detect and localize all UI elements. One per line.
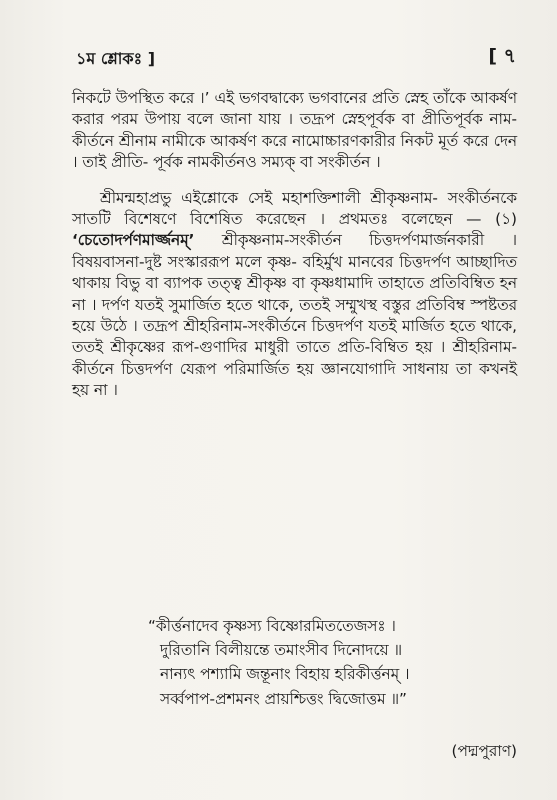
chapter-label: ১ম শ্লোকঃ ] <box>76 49 156 68</box>
page-header <box>76 42 516 72</box>
paragraph-2-line: পরিমার্জিত হয় জ্ঞানযোগাদি সাধনায় তা কখনই হয় না । <box>72 359 518 400</box>
paragraph-1-line: পূর্বক নামকীর্তনও সম্যক্ বা সংকীর্তন । <box>153 153 381 172</box>
paragraph-2-line: সংকীর্তনকে সাতটি বিশেষণে বিশেষিত করেছেন । প্রথমতঃ <box>72 188 517 229</box>
verse-source: (পদ্মপুরাণ) <box>451 742 517 760</box>
paragraph-2-line: তাতে প্রতি-বিম্বিত হয় । শ্রীহরিনাম-কীর্তনে চিত্তদর্পণ যেরূপ <box>72 338 517 378</box>
verse-line: সর্ব্বপাপ-প্রশমনং প্রায়শ্চিত্তং দ্বিজোত্তম ॥” <box>160 689 407 708</box>
page-number: [ ৭ <box>488 45 516 67</box>
paragraph-1-line: নিকটে উপস্থিত করে ।’ এই ভগবদ্বাক্যে ভগবানের প্রতি স্নেহ <box>72 89 429 107</box>
verse-line: দুরিতানি বিলীয়ন্তে তমাংসীব দিনোদয়ে ॥ <box>160 641 403 660</box>
paragraph-2-line: বহির্মুখ মানবের চিত্তদর্পণ আচ্ছাদিত থাকায় বিভু বা ব্যাপক <box>72 252 517 293</box>
paragraph-2-line: তত্ত্ব শ্রীকৃষ্ণ বা কৃষ্ণধামাদি তাহাতে প্রতিবিম্বিত হন না । দর্পণ <box>72 274 517 314</box>
paragraph-2-line: চিত্তদর্পণমার্জনকারী । বিষয়বাসনা-দুষ্ট সংস্কাররূপ মলে কৃষ্ণ- <box>72 231 517 271</box>
paragraph-1 <box>72 88 517 174</box>
paragraph-2-line: যতই মার্জিত হতে থাকে, ততই শ্রীকৃষ্ণের রূপ-গুণাদির মাধুরী <box>72 317 517 357</box>
paragraph-2-line-prefix: বলেছেন — (১) <box>401 210 517 229</box>
paragraph-2-line: স্পষ্টতর হয়ে উঠে । তদ্রূপ শ্রীহরিনাম-সংকীর্তনে চিত্তদর্পণ <box>72 295 517 336</box>
highlighted-term: ‘চেতোদর্পণমার্জ্জনম্’ <box>72 231 195 250</box>
paragraph-1-line: স্নেহপূর্বক বা প্রীতিপূর্বক নাম-কীর্তনে শ্রীনাম নামীকে আকর্ষণ <box>72 110 517 150</box>
paragraph-2-line-suffix: শ্রীকৃষ্ণনাম-সংকীর্তন <box>221 231 342 250</box>
main-text <box>72 88 517 402</box>
verse-line: নান্যৎ পশ্যামি জন্তূনাং বিহায় হরিকীর্ত্তনম্ । <box>160 665 410 684</box>
paragraph-1-line: করে নামোচ্চারণকারীর নিকট মূর্ত করে দেন । তাই প্রীতি- <box>72 131 517 172</box>
paragraph-1-line: তাঁকে আকর্ষণ করার পরম উপায় বলে জানা যায় । তদ্রূপ <box>72 89 517 129</box>
sanskrit-verse <box>148 614 518 711</box>
paragraph-2-line: যতই সুমার্জিত হতে থাকে, ততই সম্মুখস্থ বস্তুর প্রতিবিম্ব <box>134 295 465 314</box>
verse-line: “কীর্ত্তনাদেব কৃষ্ণস্য বিষ্ণোরমিততেজসঃ । <box>148 617 396 635</box>
paragraph-2 <box>72 188 517 402</box>
paragraph-2-line: শ্রীমন্মহাপ্রভু এইশ্লোকে সেই মহাশক্তিশালী শ্রীকৃষ্ণনাম- <box>100 188 438 207</box>
